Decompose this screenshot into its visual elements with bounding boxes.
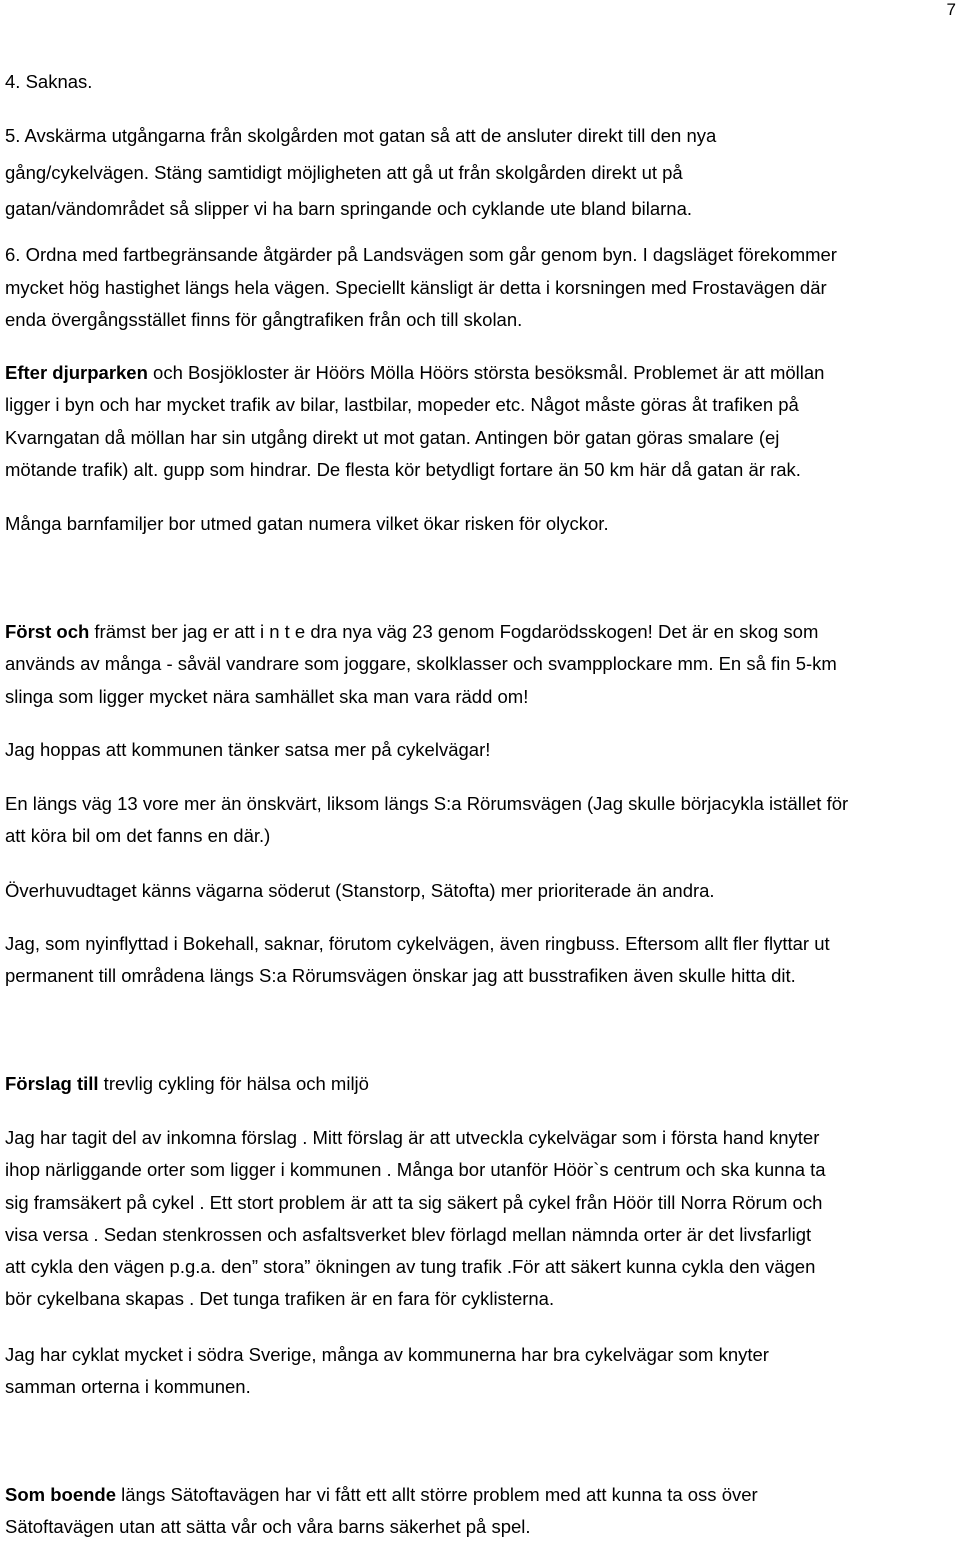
boende-paragraph bbox=[5, 1479, 957, 1544]
tagit-del-paragraph: Jag har tagit del av inkomna förslag . Mitt förslag är att utveckla cykelvägar som i första hand knyter ihop närliggande orter som ligger i kommunen . Många bor utanför Höör`s centrum och ska kunna ta sig framsäkert på cykel . Ett stort problem är att ta sig säkert på cykel från Höör till Norra Rörum och visa versa . Sedan stenkrossen och asfaltsverket blev förlagd mellan nämnda orter är det livsfarligt att cykla den vägen p.g.a. den” stora” ökningen av tung trafik .För att säkert kunna cykla den vägen bör cykelbana skapas . Det tunga trafiken är en fara för cyklisterna. bbox=[5, 1127, 826, 1310]
boende-text: längs Sätoftavägen har vi fått ett allt större problem med att kunna ta oss över Sätoftavägen utan att sätta vår och våra barns säkerhet på spel. bbox=[5, 1484, 758, 1538]
djurparken-paragraph bbox=[5, 357, 957, 486]
forst-text: främst ber jag er att i n t e dra nya väg 23 genom Fogdarödsskogen! Det är en skog som används av många - såväl vandrare som joggare, skolklasser och svampplockare mm. En så fin 5-km slinga som ligger mycket nära samhället ska man vara rädd om! bbox=[5, 621, 837, 707]
forslag-heading bbox=[5, 1068, 957, 1100]
bokehall-paragraph: Jag, som nyinflyttad i Bokehall, saknar, förutom cykelvägen, även ringbuss. Eftersom allt fler flyttar ut permanent till områdena längs S:a Rörumsvägen önskar jag att busstrafiken även skulle hitta dit. bbox=[5, 933, 830, 987]
hoppas-paragraph: Jag hoppas att kommunen tänker satsa mer på cykelvägar! bbox=[5, 739, 491, 760]
item-5: 5. Avskärma utgångarna från skolgården mot gatan så att de ansluter direkt till den nya gång/cykelvägen. Stäng samtidigt möjligheten att gå ut från skolgården direkt ut på gatan/vändområdet så slipper vi ha barn springande och cyklande ute bland bilarna. bbox=[5, 125, 717, 219]
item-4: 4. Saknas. bbox=[5, 71, 93, 92]
vag13-paragraph: En längs väg 13 vore mer än önskvärt, liksom längs S:a Rörumsvägen (Jag skulle börjacykla istället för att köra bil om det fanns en där.) bbox=[5, 793, 849, 847]
barnfamiljer-paragraph: Många barnfamiljer bor utmed gatan numera vilket ökar risken för olyckor. bbox=[5, 513, 609, 534]
forst-bold-lead: Först och bbox=[5, 621, 90, 642]
boende-bold-lead: Som boende bbox=[5, 1484, 117, 1505]
overhuvud-paragraph: Överhuvudtaget känns vägarna söderut (Stanstorp, Sätofta) mer prioriterade än andra. bbox=[5, 880, 715, 901]
sodra-sverige-paragraph: Jag har cyklat mycket i södra Sverige, många av kommunerna har bra cykelvägar som knyter samman orterna i kommunen. bbox=[5, 1344, 769, 1398]
forslag-bold-lead: Förslag till bbox=[5, 1073, 99, 1094]
forst-paragraph bbox=[5, 616, 957, 713]
djurparken-text: och Bosjökloster är Höörs Mölla Höörs största besöksmål. Problemet är att möllan ligger i byn och har mycket trafik av bilar, lastbilar, mopeder etc. Något måste göras åt trafiken på Kvarngatan då möllan har sin utgång direkt ut mot gatan. Antingen bör gatan göras smalare (ej mötande trafik) alt. gupp som hindrar. De flesta kör betydligt fortare än 50 km här då gatan är rak. bbox=[5, 362, 825, 480]
djurparken-bold-lead: Efter djurparken bbox=[5, 362, 148, 383]
forslag-text: trevlig cykling för hälsa och miljö bbox=[98, 1073, 369, 1094]
page-number: 7 bbox=[946, 0, 956, 19]
item-6: 6. Ordna med fartbegränsande åtgärder på Landsvägen som går genom byn. I dagsläget förekommer mycket hög hastighet längs hela vägen. Speciellt känsligt är detta i korsningen med Frostavägen där enda övergångsstället finns för gångtrafiken från och till skolan. bbox=[5, 244, 837, 330]
